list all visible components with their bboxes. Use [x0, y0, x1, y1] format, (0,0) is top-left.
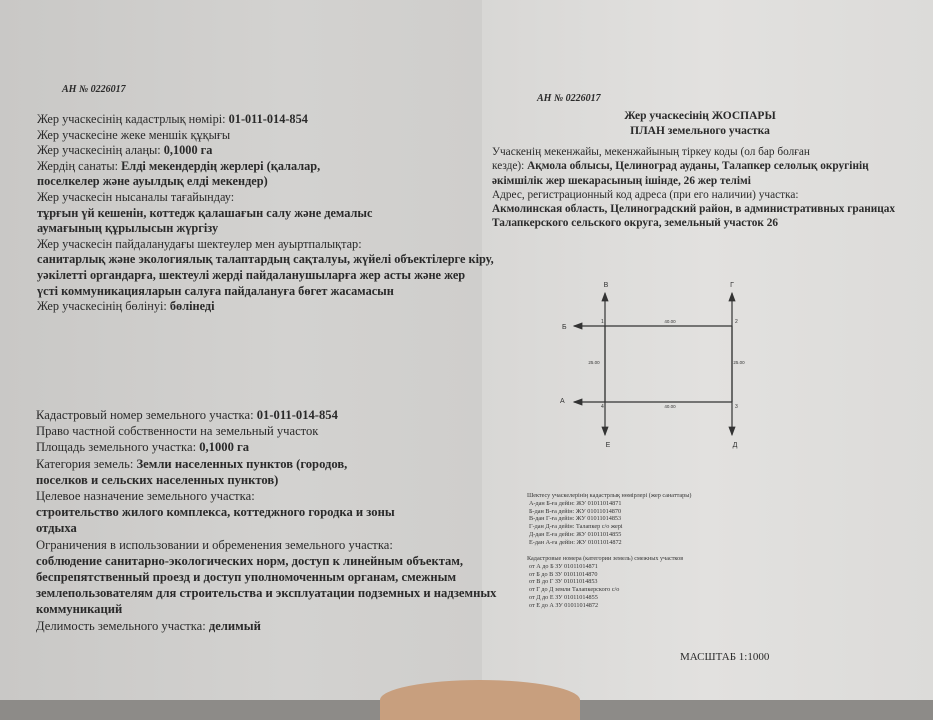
field-value: уәкілетті органдарға, шектеулі жерді пайдаланушыларға жер асты және жер — [37, 267, 466, 282]
field-label: Жердің санаты: — [37, 158, 122, 173]
field-line — [36, 439, 496, 455]
address-kz-value2: әкімшілік жер шекарасының ішінде, 26 жер телімі — [492, 174, 751, 187]
neighbor-item: А-дан Б-ға дейін: ЖУ 01011014871 — [529, 499, 622, 507]
field-line — [36, 553, 496, 569]
neighbor-item: от А до Б ЗУ 01011014871 — [529, 562, 598, 570]
neighbor-item: В-дан Г-ға дейін: ЖУ 01011014853 — [529, 515, 622, 523]
field-line — [37, 128, 494, 144]
field-label: Площадь земельного участка: — [36, 440, 200, 455]
field-value: 01-011-014-854 — [228, 112, 308, 126]
field-value: беспрепятственный проезд и доступ уполномоченным органам, смежным — [36, 570, 457, 585]
field-line — [36, 423, 496, 439]
field-value: соблюдение санитарно-экологических норм, доступ к линейным объектам, — [36, 553, 464, 568]
field-label: Жер учаскесінің алаңы: — [37, 143, 164, 158]
neighbor-item: Б-дан В-ға дейін: ЖУ 01011014870 — [529, 507, 622, 515]
point-4: 4 — [601, 404, 604, 410]
field-value: үсті коммуникацияларын салуға пайдалануға бөгет жасамасын — [37, 283, 394, 298]
field-value: поселков и сельских населенных пунктов) — [36, 472, 279, 487]
address-kz-label: Учаскенің мекенжайы, мекенжайының тіркеу коды (ол бар болған — [492, 146, 810, 158]
neighbor-item: от Е до А ЗУ 01011014872 — [529, 601, 599, 609]
side-top-length: 40.00 — [664, 319, 676, 324]
field-line — [36, 488, 496, 504]
field-value: поселкелер және ауылдық елді мекендер) — [37, 174, 268, 189]
field-line — [37, 268, 494, 284]
field-line — [37, 206, 494, 222]
field-line — [37, 299, 494, 315]
field-line — [37, 252, 494, 268]
field-line — [37, 190, 494, 206]
hand — [380, 680, 580, 720]
field-line — [36, 601, 496, 617]
field-label: Категория земель: — [36, 456, 137, 471]
field-value: санитарлық және экологиялық талаптардың сақталуы, жүйелі объектілерге кіру, — [37, 252, 494, 267]
field-line — [36, 585, 496, 601]
field-line — [36, 537, 496, 553]
side-right-length: 25.00 — [733, 360, 745, 365]
neighbor-item: от Д до Е ЗУ 01011014855 — [529, 593, 598, 601]
field-line — [37, 159, 494, 175]
address-ru-label: Адрес, регистрационный код адреса (при его наличии) участка: — [492, 188, 799, 201]
side-left-length: 25.00 — [588, 360, 600, 365]
field-line — [36, 472, 496, 488]
field-value: Елді мекендердің жерлері (қалалар, — [121, 158, 321, 173]
field-label: Целевое назначение земельного участка: — [36, 489, 255, 504]
field-line — [37, 112, 494, 128]
label-v: В — [603, 282, 609, 289]
field-value: строительство жилого комплекса, коттеджного городка и зоны — [36, 505, 395, 520]
plan-title-kz: Жер учаскесінің ЖОСПАРЫ — [624, 110, 776, 122]
field-value: аумағының құрылысын жүргізу — [37, 221, 219, 236]
neighbor-item: от В до Г ЗУ 01011014853 — [529, 578, 598, 586]
field-label: Ограничения в использовании и обременения земельного участка: — [36, 537, 393, 552]
doc-number-left: АН № 0226017 — [62, 84, 126, 95]
point-3: 3 — [735, 404, 738, 410]
field-value: 0,1000 га — [199, 440, 250, 455]
doc-number-right: АН № 0226017 — [537, 93, 601, 104]
point-1: 1 — [601, 319, 604, 325]
field-line — [36, 407, 496, 423]
neighbors-title: Шектесу учаскелерінің кадастрлық нөмірлері (жер санаттары) — [527, 492, 692, 499]
field-value: отдыха — [36, 521, 77, 536]
russian-section — [36, 407, 496, 634]
address-block — [492, 145, 895, 231]
neighbor-item: от Б до В ЗУ 01011014870 — [529, 570, 598, 578]
neighbor-item: Г-дан Д-ға дейін: Талапкер с/о жері — [529, 523, 623, 531]
label-e: Е — [605, 442, 611, 449]
neighbors-title: Кадастровые номера (категории земель) смежных участков — [527, 555, 684, 562]
field-line — [37, 284, 494, 300]
field-line — [36, 504, 496, 520]
field-label: Жер учаскесін пайдаланудағы шектеулер мен ауыртпалықтар: — [37, 236, 362, 251]
field-value: бөлінеді — [169, 299, 215, 314]
field-line — [37, 174, 494, 190]
neighbors-ru — [527, 555, 683, 610]
kazakh-section — [37, 112, 494, 315]
field-line — [36, 618, 496, 634]
neighbor-item: от Г до Д земли Талапкерского с/о — [529, 586, 620, 594]
point-2: 2 — [735, 319, 738, 325]
field-label: Жер учаскесінің кадастрлық нөмірі: — [37, 112, 229, 126]
label-g: Г — [730, 282, 734, 289]
field-label: Делимость земельного участка: — [36, 618, 209, 633]
field-value: 01-011-014-854 — [256, 408, 338, 422]
field-value: землепользователям для строительства и эксплуатации подземных и надземных — [36, 586, 497, 601]
field-line — [37, 237, 494, 253]
neighbors-kz — [527, 492, 691, 547]
address-kz-value: Ақмола облысы, Целиноград ауданы, Талапкер селолық округінің — [527, 160, 869, 173]
field-line — [37, 143, 494, 159]
field-label: Жер учаскесінің бөлінуі: — [37, 299, 170, 314]
field-value: Земли населенных пунктов (городов, — [136, 456, 348, 471]
neighbor-item: Д-дан Е-ға дейін: ЖУ 01011014855 — [529, 530, 622, 538]
field-value: делимый — [208, 618, 261, 633]
field-label: Кадастровый номер земельного участка: — [36, 408, 257, 422]
side-bottom-length: 40.00 — [664, 404, 676, 409]
neighbor-item: Е-дан А-ға дейін: ЖУ 01011014872 — [529, 538, 622, 546]
field-line — [36, 456, 496, 472]
label-a: А — [560, 398, 565, 405]
scale-label: МАСШТАБ 1:1000 — [680, 651, 770, 663]
field-line — [36, 569, 496, 585]
field-label: Жер учаскесін нысаналы тағайындау: — [37, 189, 235, 204]
field-value: коммуникаций — [36, 602, 123, 617]
address-ru-value: Акмолинская область, Целиноградский район, в административных границах — [492, 203, 896, 216]
field-value: тұрғын үй кешенін, коттедж қалашағын салу және демалыс — [37, 205, 373, 220]
field-line — [36, 520, 496, 536]
address-kz-label2: кезде): — [492, 160, 528, 173]
field-value: 0,1000 га — [163, 143, 213, 158]
plan-title-ru: ПЛАН земельного участка — [630, 125, 770, 137]
field-line — [37, 221, 494, 237]
field-label: Жер учаскесіне жеке меншік құқығы — [37, 127, 231, 142]
plot-plan-diagram — [550, 275, 770, 455]
label-b: Б — [562, 324, 567, 331]
field-label: Право частной собственности на земельный участок — [36, 424, 319, 439]
label-d: Д — [732, 442, 738, 449]
address-ru-value2: Талапкерского сельского округа, земельный участок 26 — [492, 217, 779, 230]
